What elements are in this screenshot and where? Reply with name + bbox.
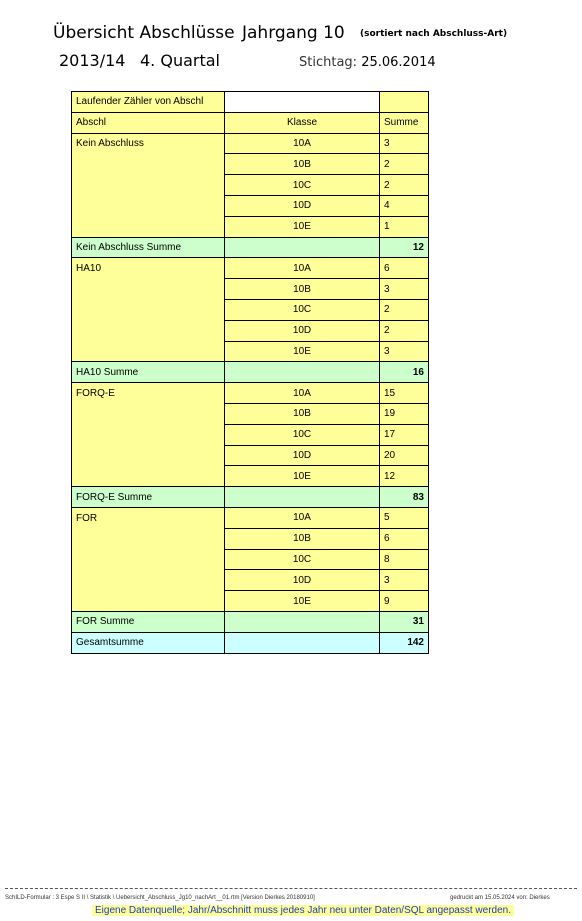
grand-total-label: Gesamtsumme <box>72 632 225 653</box>
group-total-label: FORQ-E Summe <box>72 487 225 508</box>
group-name-spacer <box>72 320 225 341</box>
group-name-spacer <box>72 195 225 216</box>
caption-spacer-right <box>380 92 429 113</box>
group-name-spacer <box>72 175 225 196</box>
table-row <box>72 403 429 424</box>
group-total-value: 16 <box>380 362 429 383</box>
klasse-cell: 10B <box>225 528 380 549</box>
table-header-row <box>72 112 429 133</box>
group-name-cell: HA10 <box>72 258 225 279</box>
footer-form-path: SchILD-Formular : 3 Espe S II \ Statistik \ Uebersicht_Abschluss_Jg10_nachArt__01.rtm [Version Dierkes 20180910] <box>5 895 315 901</box>
table-row <box>72 299 429 320</box>
summe-cell: 8 <box>380 549 429 570</box>
group-name-spacer <box>72 570 225 591</box>
table-row <box>72 216 429 237</box>
group-total-spacer <box>225 487 380 508</box>
summe-cell: 12 <box>380 466 429 487</box>
group-name-spacer <box>72 216 225 237</box>
group-name-spacer <box>72 341 225 362</box>
grand-total-row <box>72 632 429 653</box>
summe-cell: 6 <box>380 528 429 549</box>
caption-spacer <box>225 92 380 113</box>
group-total-spacer <box>225 611 380 632</box>
klasse-cell: 10C <box>225 549 380 570</box>
table-row <box>72 549 429 570</box>
summe-cell: 9 <box>380 591 429 612</box>
summe-cell: 2 <box>380 154 429 175</box>
reference-date-label: Stichtag: <box>299 55 358 70</box>
klasse-cell: 10A <box>225 258 380 279</box>
klasse-cell: 10C <box>225 175 380 196</box>
table-row <box>72 466 429 487</box>
school-year: 2013/14 <box>59 51 126 70</box>
table-caption-row <box>72 92 429 113</box>
table-row <box>72 195 429 216</box>
table-row <box>72 591 429 612</box>
footer-print-info: gedruckt am 15.05.2024 von: Dierkes <box>450 895 550 901</box>
table-row <box>72 279 429 300</box>
group-name-cell: Kein Abschluss <box>72 133 225 154</box>
klasse-cell: 10E <box>225 216 380 237</box>
group-name-spacer <box>72 549 225 570</box>
summe-cell: 6 <box>380 258 429 279</box>
klasse-cell: 10E <box>225 341 380 362</box>
group-total-label: FOR Summe <box>72 611 225 632</box>
reference-date <box>299 55 436 70</box>
group-name-spacer <box>72 279 225 300</box>
abschluss-pivot-table <box>71 91 429 654</box>
summe-cell: 5 <box>380 507 429 528</box>
table-caption: Laufender Zähler von Abschl <box>72 92 225 113</box>
summe-cell: 3 <box>380 279 429 300</box>
group-name-cell: FORQ-E <box>72 383 225 404</box>
quarter-label: 4. Quartal <box>140 51 220 70</box>
report-title: Übersicht Abschlüsse <box>53 23 235 43</box>
group-name-spacer <box>72 445 225 466</box>
table-row <box>72 445 429 466</box>
grand-total-value: 142 <box>380 632 429 653</box>
sort-note: (sortiert nach Abschluss-Art) <box>360 29 508 39</box>
table-row <box>72 507 429 528</box>
summe-cell: 20 <box>380 445 429 466</box>
group-name-spacer <box>72 466 225 487</box>
reference-date-value: 25.06.2014 <box>361 55 436 70</box>
summe-cell: 1 <box>380 216 429 237</box>
klasse-cell: 10B <box>225 279 380 300</box>
klasse-cell: 10C <box>225 299 380 320</box>
table-row <box>72 424 429 445</box>
klasse-cell: 10B <box>225 403 380 424</box>
summe-cell: 2 <box>380 320 429 341</box>
group-total-value: 12 <box>380 237 429 258</box>
table-row <box>72 341 429 362</box>
group-name-spacer <box>72 528 225 549</box>
column-header-summe: Summe <box>380 112 429 133</box>
table-row <box>72 154 429 175</box>
summe-cell: 19 <box>380 403 429 424</box>
table-row <box>72 258 429 279</box>
klasse-cell: 10D <box>225 570 380 591</box>
grand-total-spacer <box>225 632 380 653</box>
group-total-spacer <box>225 362 380 383</box>
group-total-row <box>72 487 429 508</box>
table-row <box>72 570 429 591</box>
summe-cell: 15 <box>380 383 429 404</box>
group-total-row <box>72 611 429 632</box>
klasse-cell: 10E <box>225 591 380 612</box>
group-name-spacer <box>72 591 225 612</box>
summe-cell: 3 <box>380 341 429 362</box>
group-name-cell: FOR <box>72 507 225 528</box>
group-total-value: 83 <box>380 487 429 508</box>
klasse-cell: 10E <box>225 466 380 487</box>
summe-cell: 2 <box>380 299 429 320</box>
klasse-cell: 10A <box>225 383 380 404</box>
klasse-cell: 10A <box>225 507 380 528</box>
klasse-cell: 10D <box>225 320 380 341</box>
summe-cell: 3 <box>380 133 429 154</box>
group-total-spacer <box>225 237 380 258</box>
group-name-spacer <box>72 154 225 175</box>
group-total-row <box>72 237 429 258</box>
klasse-cell: 10D <box>225 195 380 216</box>
table-row <box>72 383 429 404</box>
footer-data-source-note: Eigene Datenquelle; Jahr/Abschnitt muss jedes Jahr neu unter Daten/SQL angepasst werden. <box>92 905 514 916</box>
jahrgang-label: Jahrgang 10 <box>242 23 345 43</box>
group-total-label: HA10 Summe <box>72 362 225 383</box>
column-header-klasse: Klasse <box>225 112 380 133</box>
group-total-row <box>72 362 429 383</box>
table-row <box>72 528 429 549</box>
footer-divider <box>5 888 577 889</box>
klasse-cell: 10D <box>225 445 380 466</box>
group-total-label: Kein Abschluss Summe <box>72 237 225 258</box>
klasse-cell: 10C <box>225 424 380 445</box>
summe-cell: 3 <box>380 570 429 591</box>
group-total-value: 31 <box>380 611 429 632</box>
klasse-cell: 10A <box>225 133 380 154</box>
table-row <box>72 133 429 154</box>
group-name-spacer <box>72 403 225 424</box>
table-row <box>72 175 429 196</box>
group-name-spacer <box>72 424 225 445</box>
table-row <box>72 320 429 341</box>
summe-cell: 4 <box>380 195 429 216</box>
group-name-spacer <box>72 299 225 320</box>
summe-cell: 17 <box>380 424 429 445</box>
summe-cell: 2 <box>380 175 429 196</box>
column-header-abschl: Abschl <box>72 112 225 133</box>
klasse-cell: 10B <box>225 154 380 175</box>
